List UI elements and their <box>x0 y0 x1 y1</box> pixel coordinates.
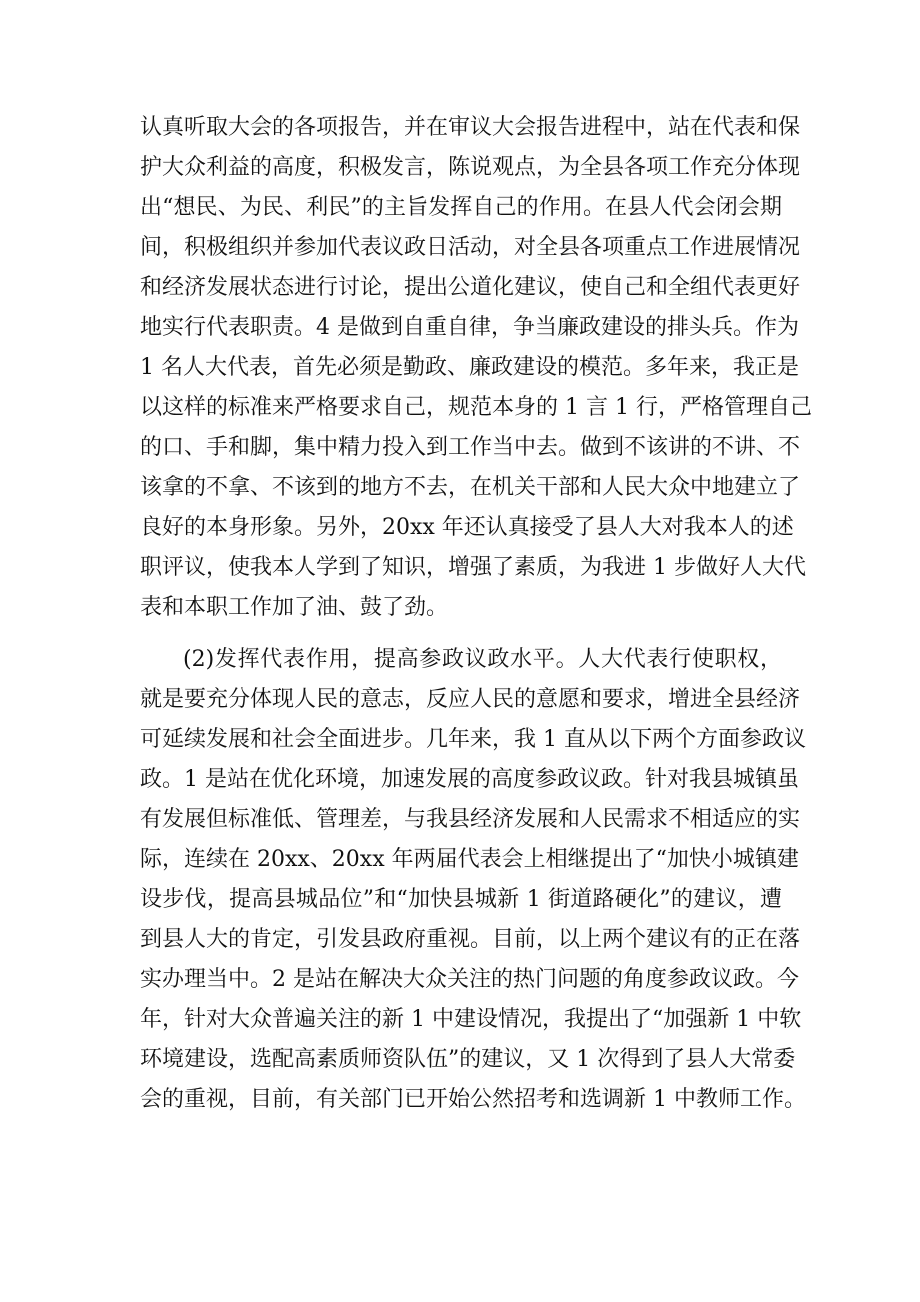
paragraph-line: 以这样的标准来严格要求自己，规范本身的 1 言 1 行，严格管理自己 <box>140 395 812 420</box>
paragraph-line: (2)发挥代表作用，提高参政议政水平。人大代表行使职权， <box>183 647 782 672</box>
paragraph-line: 际，连续在 20xx、20xx 年两届代表会上相继提出了“加快小城镇建 <box>140 847 799 872</box>
paragraph-line: 护大众利益的高度，积极发言，陈说观点，为全县各项工作充分体现 <box>140 155 801 180</box>
paragraph-line: 会的重视，目前，有关部门已开始公然招考和选调新 1 中教师工作。 <box>140 1087 806 1112</box>
paragraph-line: 该拿的不拿、不该到的地方不去，在机关干部和人民大众中地建立了 <box>140 475 801 500</box>
paragraph-line: 的口、手和脚，集中精力投入到工作当中去。做到不该讲的不讲、不 <box>140 435 801 460</box>
paragraph-line: 有发展但标准低、管理差，与我县经济发展和人民需求不相适应的实 <box>140 807 801 832</box>
paragraph-line: 良好的本身形象。另外，20xx 年还认真接受了县人大对我本人的述 <box>140 515 794 540</box>
paragraph-line: 1 名人大代表，首先必须是勤政、廉政建设的模范。多年来，我正是 <box>140 355 799 380</box>
paragraph-2 <box>140 640 806 1120</box>
paragraph-line: 政。1 是站在优化环境，加速发展的高度参政议政。针对我县城镇虽 <box>140 767 799 792</box>
paragraph-1 <box>140 108 812 628</box>
paragraph-line: 到县人大的肯定，引发县政府重视。目前，以上两个建议有的正在落 <box>140 927 801 952</box>
paragraph-line: 实办理当中。2 是站在解决大众关注的热门问题的角度参政议政。今 <box>140 967 799 992</box>
paragraph-line: 表和本职工作加了油、鼓了劲。 <box>140 595 449 620</box>
paragraph-line: 和经济发展状态进行讨论，提出公道化建议，使自己和全组代表更好 <box>140 275 801 300</box>
paragraph-line: 认真听取大会的各项报告，并在审议大会报告进程中，站在代表和保 <box>140 115 801 140</box>
paragraph-line: 职评议，使我本人学到了知识，增强了素质，为我进 1 步做好人大代 <box>140 555 806 580</box>
paragraph-line: 出“想民、为民、利民”的主旨发挥自己的作用。在县人代会闭会期 <box>140 195 782 220</box>
paragraph-line: 地实行代表职责。4 是做到自重自律，争当廉政建设的排头兵。作为 <box>140 315 799 340</box>
paragraph-line: 间，积极组织并参加代表议政日活动，对全县各项重点工作进展情况 <box>140 235 801 260</box>
paragraph-line: 设步伐，提高县城品位”和“加快县城新 1 街道路硬化”的建议，遭 <box>140 887 782 912</box>
paragraph-line: 年，针对大众普遍关注的新 1 中建设情况，我提出了“加强新 1 中软 <box>140 1007 802 1032</box>
paragraph-line: 可延续发展和社会全面进步。几年来，我 1 直从以下两个方面参政议 <box>140 727 806 752</box>
paragraph-line: 环境建设，选配高素质师资队伍”的建议，又 1 次得到了县人大常委 <box>140 1047 796 1072</box>
paragraph-line: 就是要充分体现人民的意志，反应人民的意愿和要求，增进全县经济 <box>140 687 801 712</box>
